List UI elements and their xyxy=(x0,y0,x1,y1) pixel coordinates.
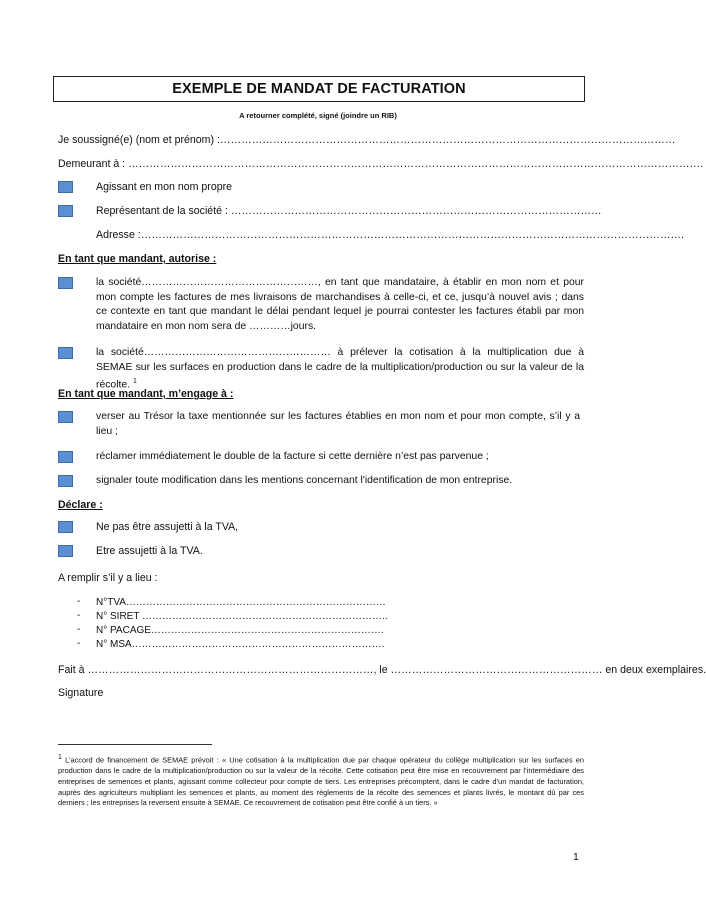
checkbox-non-assujetti[interactable] xyxy=(58,521,73,533)
list-dash: - xyxy=(77,610,81,621)
page-title: EXEMPLE DE MANDAT DE FACTURATION xyxy=(53,76,585,102)
siret-field[interactable]: N° SIRET ……………………………………………………………….. xyxy=(96,611,388,622)
list-dash: - xyxy=(77,638,81,649)
remplir-label: A remplir s’il y a lieu : xyxy=(58,572,158,584)
engage-item-2: réclamer immédiatement le double de la facture si cette dernière n’est pas parvenue ; xyxy=(96,451,489,462)
declare-item-2: Etre assujetti à la TVA. xyxy=(96,545,203,557)
footnote-number: 1 xyxy=(58,754,62,761)
checkbox-autorise-2[interactable] xyxy=(58,347,73,359)
msa-field[interactable]: N° MSA…………………………………………………………………. xyxy=(96,639,385,650)
checkbox-engage-3[interactable] xyxy=(58,475,73,487)
adresse-field[interactable]: Adresse :………………………………………………………………………………………………………………………………………. xyxy=(96,229,684,241)
declare-item-1: Ne pas être assujetti à la TVA, xyxy=(96,521,239,533)
checkbox-assujetti[interactable] xyxy=(58,545,73,557)
fait-field[interactable]: Fait à ………………………………………………………………………, le …………………………………………………… en deux exemplaires. xyxy=(58,664,706,676)
checkbox-autorise-1[interactable] xyxy=(58,277,73,289)
pacage-field[interactable]: N° PACAGE……………………………………………………………. xyxy=(96,625,384,636)
checkbox-representant[interactable] xyxy=(58,205,73,217)
agissant-label: Agissant en mon nom propre xyxy=(96,181,233,193)
tva-field[interactable]: N°TVA…………………………………………………………………… xyxy=(96,597,386,608)
section-autorise: En tant que mandant, autorise : xyxy=(58,253,217,265)
signature-label: Signature xyxy=(58,687,104,699)
footnote-mark: 1 xyxy=(132,378,137,386)
checkbox-engage-2[interactable] xyxy=(58,451,73,463)
section-declare: Déclare : xyxy=(58,499,103,511)
checkbox-engage-1[interactable] xyxy=(58,411,73,423)
demeurant-field[interactable]: Demeurant à : ………………………………………………………………………………………………………………………………………………. xyxy=(58,158,704,170)
subtitle: A retourner complété, signé (joindre un RIB) xyxy=(239,111,397,120)
representant-field[interactable]: Représentant de la société : …………………………………………………………………………………………… xyxy=(96,205,602,217)
section-engage: En tant que mandant, m’engage à : xyxy=(58,388,234,400)
autorise-item-2: la société……………………………………………… à prélever la cotisation à la multiplication due à SEMAE sur les surfaces en production dans le cadre de la multiplication/production ou sur la valeur de la récolte. $^1$ xyxy=(96,347,584,391)
page-number: 1 xyxy=(573,851,579,863)
footnote: $^1$ L’accord de financement de SEMAE prévoit : « Une cotisation à la multiplication due par chaque opérateur du collège multiplication sur les surfaces en production dans le cadre de la multiplication/production ou sur la valeur de la récolte. Cette cotisation peut être mise en recouvrement par l’intermédiaire des entreprises de semences et plants, agissant comme collecteur pour compte de tiers. Les entreprises précomptent, dans le cadre d’un mandat de facturation, auprès des agriculteurs multipliant les semences et plants, au moment des règlements de la récolte des semences et plants livrés, le montant dû par ces derniers ; les entreprises la reversent ensuite à SEMAE. Ce recouvrement de cotisation peut être confié à un tiers. » xyxy=(58,754,584,808)
footnote-divider xyxy=(58,744,212,745)
soussigne-field[interactable]: Je soussigné(e) (nom et prénom) :………………………………………………………………………………………………………………… xyxy=(58,134,676,146)
list-dash: - xyxy=(77,624,81,635)
checkbox-agissant[interactable] xyxy=(58,181,73,193)
autorise-item-1: la société……………………………………………, en tant que mandataire, à établir en mon nom et pour mon compte les factures de mes livraisons de marchandises à celle-ci, et ce, jusqu’à nouvel avis ; dans ce contexte en tant que mandant le délai pendant lequel je pourrai contester les factures établi par mon mandataire en mon nom sera de …………jours. xyxy=(96,277,584,332)
engage-item-1: verser au Trésor la taxe mentionnée sur les factures établies en mon nom et pour mon compte, s’il y a lieu ; xyxy=(96,411,580,437)
engage-item-3: signaler toute modification dans les mentions concernant l'identification de mon entreprise. xyxy=(96,475,513,486)
list-dash: - xyxy=(77,596,81,607)
